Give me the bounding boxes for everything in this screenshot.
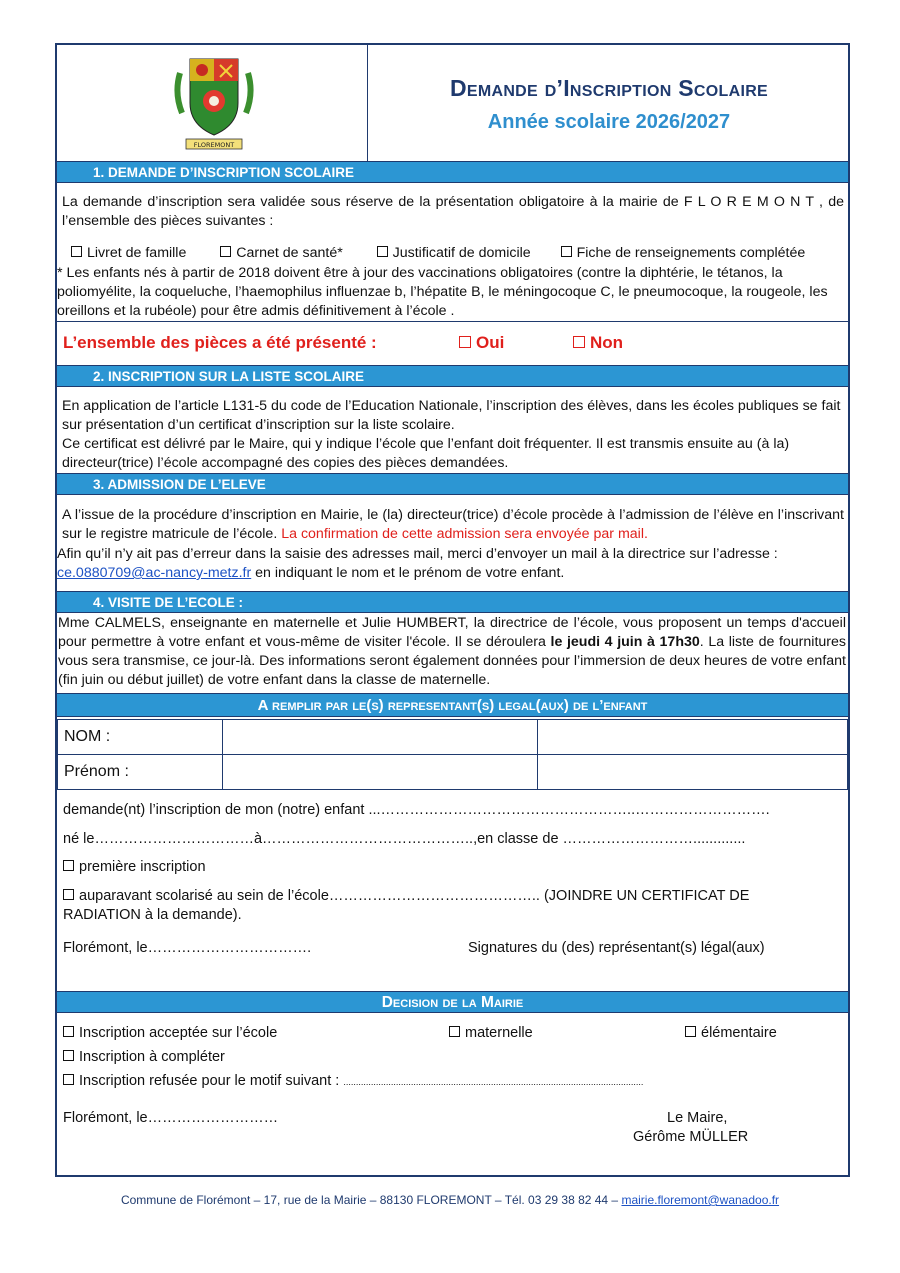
visit-date: le jeudi 4 juin à 17h30 <box>550 634 700 650</box>
prenom-field-1[interactable] <box>223 755 538 790</box>
form-heading: A remplir par le(s) representant(s) legal(aux) de l’enfant <box>57 693 848 717</box>
option-premiere[interactable] <box>63 859 206 875</box>
section3-heading: 3. ADMISSION DE L’ELEVE <box>57 473 848 495</box>
school-year: Année scolaire 2026/2027 <box>487 111 731 133</box>
demande-line[interactable]: demande(nt) l’inscription de mon (notre) enfant ...……………………………………………..………………………. <box>63 802 770 818</box>
option-maternelle[interactable] <box>449 1025 533 1041</box>
checkbox-icon <box>377 246 388 257</box>
nom-field-2[interactable] <box>538 720 848 755</box>
option-elementaire[interactable] <box>685 1025 777 1041</box>
checkbox-icon <box>63 889 74 900</box>
checkbox-icon <box>63 1050 74 1061</box>
checkbox-icon <box>63 1026 74 1037</box>
option-non[interactable] <box>573 333 623 353</box>
checkbox-label: Livret de famille <box>87 245 187 261</box>
checkbox-fiche[interactable] <box>561 245 806 261</box>
form-date-line[interactable]: Florémont, le……………………………. <box>63 940 312 956</box>
checkbox-icon <box>220 246 231 257</box>
footer-address: Commune de Florémont – 17, rue de la Mairie – 88130 FLOREMONT – Tél. 03 29 38 82 44 – <box>120 1193 622 1207</box>
maternelle-label: maternelle <box>465 1025 533 1041</box>
visit-text-continued: . La liste de fournitures vous sera transmise, ce jour-là. Des informations seront également données pour l’immersion de deux heures de votre enfant (fin juin ou début juillet) de votre enfant dans la classe de maternelle. <box>58 634 846 688</box>
decision-heading: Decision de la Mairie <box>57 991 848 1013</box>
section3-para2: Afin qu’il n’y ait pas d’erreur dans la saisie des adresses mail, merci d’envoyer un mail à la directrice sur l’adresse : <box>57 546 778 562</box>
checkbox-icon <box>63 1074 74 1085</box>
checkbox-justificatif[interactable] <box>377 245 531 261</box>
footer <box>0 1193 900 1207</box>
signatures-label: Signatures du (des) représentant(s) légal(aux) <box>468 940 765 956</box>
section2-heading: 2. INSCRIPTION SUR LA LISTE SCOLAIRE <box>57 365 848 387</box>
admission-confirmation: La confirmation de cette admission sera envoyée par mail. <box>281 526 648 542</box>
checkbox-label: Fiche de renseignements complétée <box>576 245 806 261</box>
premiere-label: première inscription <box>79 859 206 875</box>
section1-intro: La demande d’inscription sera validée sous réserve de la présentation obligatoire à la mairie de F L O R E M O N T , de l’ensemble des pièces suivantes : <box>62 194 844 229</box>
checkbox-icon <box>685 1026 696 1037</box>
option-auparavant[interactable] <box>63 888 749 904</box>
auparavant-label: auparavant scolarisé au sein de l’école…………………………………….. (JOINDRE UN CERTIFICAT DE <box>79 888 750 904</box>
checkbox-icon <box>71 246 82 257</box>
refusee-dots: ........................................................................................................................ <box>343 1077 644 1087</box>
email-instruction: en indiquant le nom et le prénom de votre enfant. <box>251 565 565 581</box>
refusee-label: Inscription refusée pour le motif suivant : <box>79 1073 340 1089</box>
nom-field-1[interactable] <box>223 720 538 755</box>
section2-para1: En application de l’article L131-5 du code de l’Education Nationale, l’inscription des élèves, dans les écoles publiques se fait sur présentation d’un certificat d’inscription sur la liste scolaire. <box>62 398 841 433</box>
mairie-email-link[interactable]: mairie.floremont@wanadoo.fr <box>621 1193 780 1207</box>
option-non-label: Non <box>590 333 624 352</box>
checkbox-icon <box>573 336 585 348</box>
documents-checklist <box>71 245 851 261</box>
option-refusee[interactable] <box>63 1073 643 1089</box>
elementaire-label: élémentaire <box>701 1025 777 1041</box>
checkbox-livret[interactable] <box>71 245 186 261</box>
maire-name: Gérôme MÜLLER <box>633 1129 749 1145</box>
pieces-label: L’ensemble des pièces a été présenté : <box>63 333 377 352</box>
maire-title: Le Maire, <box>667 1110 728 1126</box>
checkbox-icon <box>63 860 74 871</box>
prenom-field-2[interactable] <box>538 755 848 790</box>
acceptee-label: Inscription acceptée sur l’école <box>79 1025 278 1041</box>
birth-line[interactable]: né le……………………………à……………………………………..,en classe de ………………………............. <box>63 831 746 847</box>
option-a-completer[interactable] <box>63 1049 225 1065</box>
checkbox-icon <box>459 336 471 348</box>
nom-label: NOM : <box>58 720 223 755</box>
crest-logo <box>172 53 256 153</box>
pieces-presented <box>57 333 848 359</box>
a-completer-label: Inscription à compléter <box>79 1049 225 1065</box>
page-title: Demande d’Inscription Scolaire <box>449 75 769 101</box>
option-acceptee[interactable] <box>63 1025 277 1041</box>
name-table <box>57 719 848 790</box>
checkbox-label: Justificatif de domicile <box>392 245 531 261</box>
prenom-label: Prénom : <box>58 755 223 790</box>
admission-text: A l’issue de la procédure d’inscription en Mairie, le (la) directeur(trice) d’école procède à l’admission de l’élève en l’inscrivant sur le registre matricule de l’école. <box>62 507 844 542</box>
section2-para2: Ce certificat est délivré par le Maire, qui y indique l’école que l’enfant doit fréquenter. Il est transmis ensuite au (à la) directeur(trice) l’école accompagné des copies des pièces demandées. <box>62 436 790 471</box>
decision-date-line[interactable]: Florémont, le……………………… <box>63 1110 279 1126</box>
section3-para1 <box>62 506 844 544</box>
crest-text: FLOREMONT <box>193 141 235 149</box>
checkbox-label: Carnet de santé* <box>236 245 343 261</box>
option-oui-label: Oui <box>476 333 505 352</box>
visit-text: Mme CALMELS, enseignante en maternelle et Julie HUMBERT, la directrice de l’école, vous proposent un temps d'accueil pour permettre à votre enfant et vous-même de visiter l'école. Il se déroulera <box>58 615 846 650</box>
section1-heading: 1. DEMANDE D’INSCRIPTION SCOLAIRE <box>57 161 848 183</box>
section3-email-line <box>57 564 839 583</box>
option-oui[interactable] <box>459 333 504 353</box>
checkbox-carnet[interactable] <box>220 245 342 261</box>
checkbox-icon <box>561 246 572 257</box>
vaccination-note: * Les enfants nés à partir de 2018 doivent être à jour des vaccinations obligatoires (contre la diphtérie, le tétanos, la poliomyélite, la coqueluche, l’haemophilus influenzae b, l’hépatite B, le méningocoque C, le pneumocoque, la rougeole, les oreillons et la rubéole) pour être admis définitivement à l’école . <box>57 265 828 319</box>
school-email-link[interactable]: ce.0880709@ac-nancy-metz.fr <box>57 565 252 581</box>
checkbox-icon <box>449 1026 460 1037</box>
form-frame <box>55 43 850 1177</box>
auparavant-cont: RADIATION à la demande). <box>63 907 242 923</box>
divider <box>57 321 848 322</box>
header-divider <box>367 45 368 161</box>
section4-para <box>58 614 846 690</box>
section4-heading: 4. VISITE DE L’ECOLE : <box>57 591 848 613</box>
